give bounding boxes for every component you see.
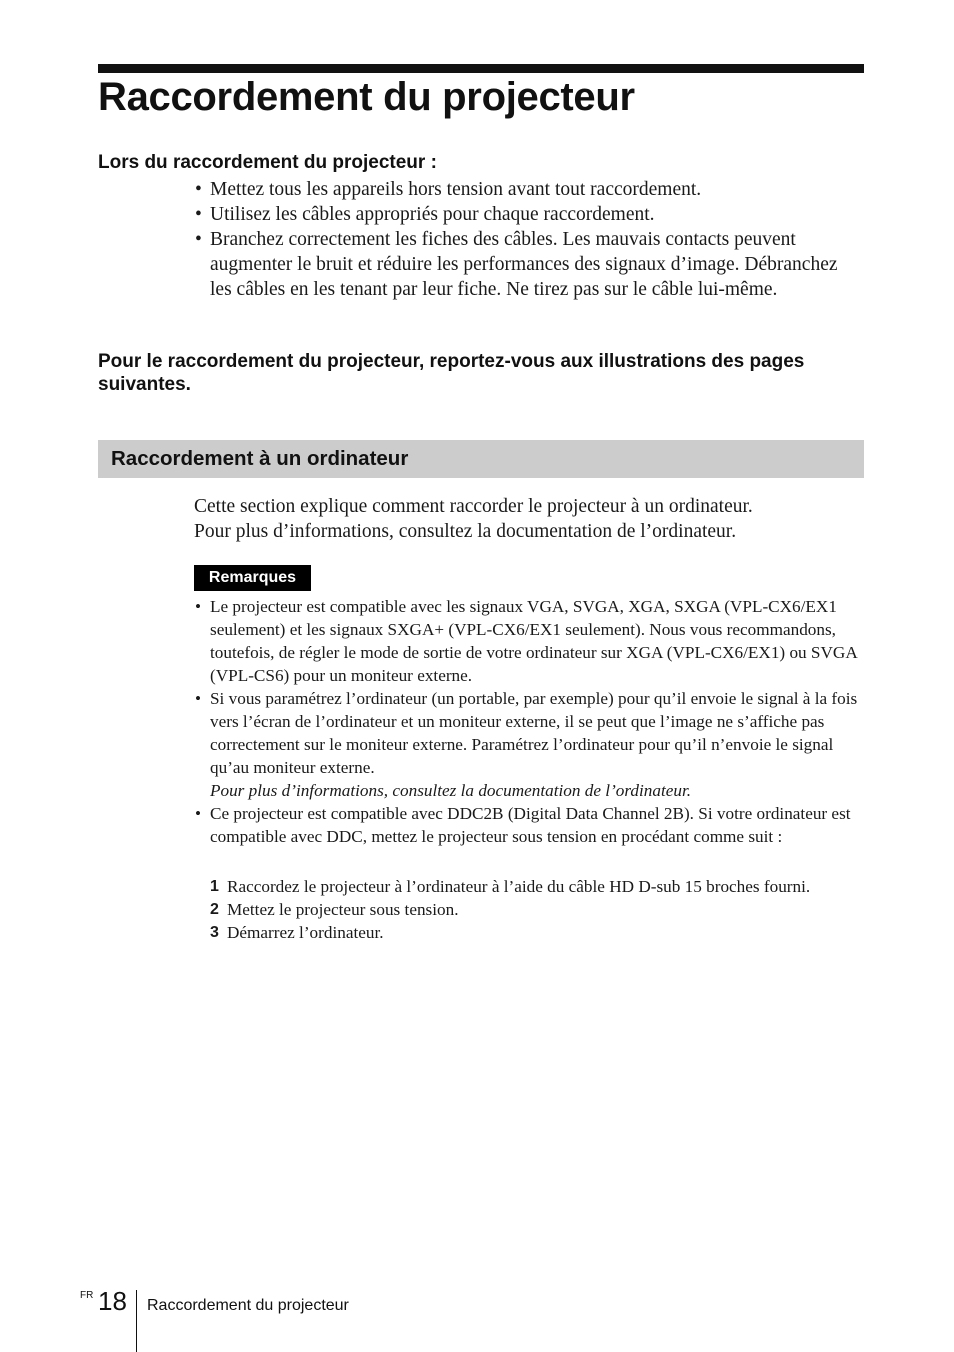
footer-running-title: Raccordement du projecteur xyxy=(147,1297,349,1314)
remarks-badge: Remarques xyxy=(194,565,311,591)
remarks-list xyxy=(192,595,864,848)
step-item: 1 Raccordez le projecteur à l’ordinateur à l’aide du câble HD D-sub 15 broches fourni. xyxy=(210,877,811,896)
bullet-item: • Mettez tous les appareils hors tension avant tout raccordement. xyxy=(195,179,702,200)
bullet-dot: • xyxy=(195,179,202,200)
section-title: Raccordement à un ordinateur xyxy=(111,447,409,470)
section-header-bar xyxy=(98,440,864,478)
step-item: 3 Démarrez l’ordinateur. xyxy=(210,923,384,942)
bullet-dot: • xyxy=(195,689,202,708)
step-number: 2 xyxy=(210,901,219,918)
step-number: 3 xyxy=(210,924,219,941)
step-item: 2 Mettez le projecteur sous tension. xyxy=(210,900,459,919)
page-title: Raccordement du projecteur xyxy=(98,75,635,119)
bullet-dot: • xyxy=(195,804,202,823)
footer-divider xyxy=(136,1290,137,1352)
footer-language-code: FR xyxy=(80,1290,94,1301)
bullet-item: • Utilisez les câbles appropriés pour chaque raccordement. xyxy=(195,204,655,225)
remark-italic-note: Pour plus d’informations, consultez la documentation de l’ordinateur. xyxy=(210,781,692,800)
section-intro: Cette section explique comment raccorder le projecteur à un ordinateur. Pour plus d’informations, consultez la documentation de l’ordinateur. xyxy=(194,496,753,542)
connecting-heading: Lors du raccordement du projecteur : xyxy=(98,152,437,173)
bullet-dot: • xyxy=(195,204,202,225)
bullet-dot: • xyxy=(195,597,202,616)
steps-list xyxy=(210,875,850,944)
connecting-bullet-list xyxy=(192,177,864,302)
bullet-dot: • xyxy=(195,229,202,250)
remark-item: • Si vous paramétrez l’ordinateur (un portable, par exemple) pour qu’il envoie le signal à la fois vers l’écran de l’ordinateur et un moniteur externe, il se peut que l’image ne s’affiche pas correctement sur le moniteur externe. Paramétrez l’ordinateur pour qu’il n’envoie le signal qu’au moniteur externe. Pour plus d’informations, consultez la documentation de l’ordinateur. xyxy=(192,687,864,802)
remark-item: • Ce projecteur est compatible avec DDC2B (Digital Data Channel 2B). Si votre ordinateur est compatible avec DDC, mettez le projecteur sous tension en procédant comme suit : xyxy=(195,804,851,846)
illustrations-note: Pour le raccordement du projecteur, reportez-vous aux illustrations des pages suivantes. xyxy=(98,351,805,395)
remark-item: • Le projecteur est compatible avec les signaux VGA, SVGA, XGA, SXGA (VPL-CX6/EX1 seulement) et les signaux SXGA+ (VPL-CX6/EX1 seulement). Nous vous recommandons, toutefois, de régler le mode de sortie de votre ordinateur sur XGA (VPL-CX6/EX1) ou SVGA (VPL-CS6) pour un moniteur externe. xyxy=(195,597,857,685)
step-number: 1 xyxy=(210,878,219,895)
bullet-item: • Branchez correctement les fiches des câbles. Les mauvais contacts peuvent augmenter le bruit et réduire les performances des signaux d’image. Débranchez les câbles en les tenant par leur fiche. Ne tirez pas sur le câble lui-même. xyxy=(195,229,838,300)
footer-page-number: 18 xyxy=(98,1286,127,1316)
